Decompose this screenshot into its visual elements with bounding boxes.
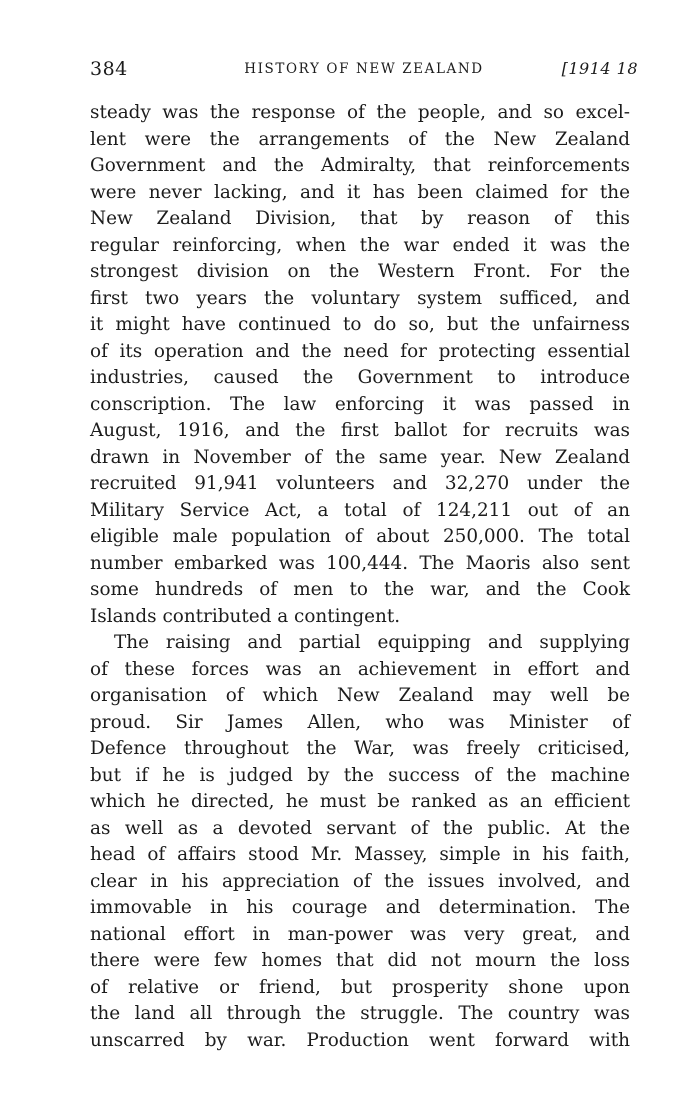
- text-line: number embarked was 100,444. The Maoris also sent: [90, 552, 630, 574]
- text-line: some hundreds of men to the war, and the Cook: [90, 579, 630, 600]
- running-date-range: [1914 18: [561, 59, 638, 78]
- text-line: the land all through the struggle. The country was: [90, 1003, 630, 1024]
- page-number: 384: [90, 58, 128, 80]
- running-header: [90, 58, 638, 86]
- text-line: recruited 91,941 volunteers and 32,270 under the: [90, 473, 630, 494]
- text-line: clear in his appreciation of the issues involved, and: [90, 870, 630, 892]
- text-line: Military Service Act, a total of 124,211 out of an: [90, 499, 630, 521]
- text-line: industries, caused the Government to introduce: [90, 367, 630, 388]
- text-line: of relative or friend, but prosperity shone upon: [90, 976, 630, 998]
- text-line: which he directed, he must be ranked as an efficient: [90, 791, 630, 812]
- text-line: strongest division on the Western Front. For the: [90, 261, 630, 282]
- text-line: organisation of which New Zealand may well be: [90, 685, 630, 706]
- text-line: there were few homes that did not mourn the loss: [90, 950, 630, 971]
- text-line: lent were the arrangements of the New Zealand: [90, 128, 630, 150]
- text-line: as well as a devoted servant of the public. At the: [90, 817, 630, 839]
- text-line: steady was the response of the people, and so excel-: [90, 102, 630, 123]
- text-line: conscription. The law enforcing it was passed in: [90, 393, 630, 415]
- text-line: first two years the voluntary system sufficed, and: [90, 287, 630, 309]
- body-text: [90, 100, 630, 1054]
- paragraph-2: [90, 630, 630, 1054]
- text-line: Government and the Admiralty, that reinforcements: [90, 155, 630, 176]
- text-line: of these forces was an achievement in effort and: [90, 658, 630, 680]
- paragraph-1: [90, 100, 630, 630]
- text-line: but if he is judged by the success of the machine: [90, 764, 630, 786]
- text-line: drawn in November of the same year. New Zealand: [90, 446, 630, 468]
- text-line: Islands contributed a contingent.: [90, 605, 401, 627]
- text-line: Defence throughout the War, was freely criticised,: [90, 738, 630, 759]
- text-line: unscarred by war. Production went forward with: [90, 1029, 630, 1051]
- text-line: it might have continued to do so, but the unfairness: [90, 314, 630, 335]
- text-line: of its operation and the need for protecting essential: [90, 340, 630, 362]
- text-line: immovable in his courage and determination. The: [90, 897, 630, 918]
- text-line: August, 1916, and the first ballot for recruits was: [90, 420, 630, 441]
- text-line: were never lacking, and it has been claimed for the: [90, 181, 630, 203]
- text-line: eligible male population of about 250,000. The total: [90, 526, 630, 547]
- text-line: New Zealand Division, that by reason of this: [90, 208, 630, 229]
- text-line: head of affairs stood Mr. Massey, simple in his faith,: [90, 844, 630, 865]
- running-title: HISTORY OF NEW ZEALAND: [244, 61, 484, 77]
- text-line: The raising and partial equipping and supplying: [114, 632, 630, 653]
- text-line: proud. Sir James Allen, who was Minister of: [90, 711, 630, 733]
- text-line: regular reinforcing, when the war ended it was the: [90, 234, 630, 256]
- text-line: national effort in man-power was very great, and: [90, 923, 630, 945]
